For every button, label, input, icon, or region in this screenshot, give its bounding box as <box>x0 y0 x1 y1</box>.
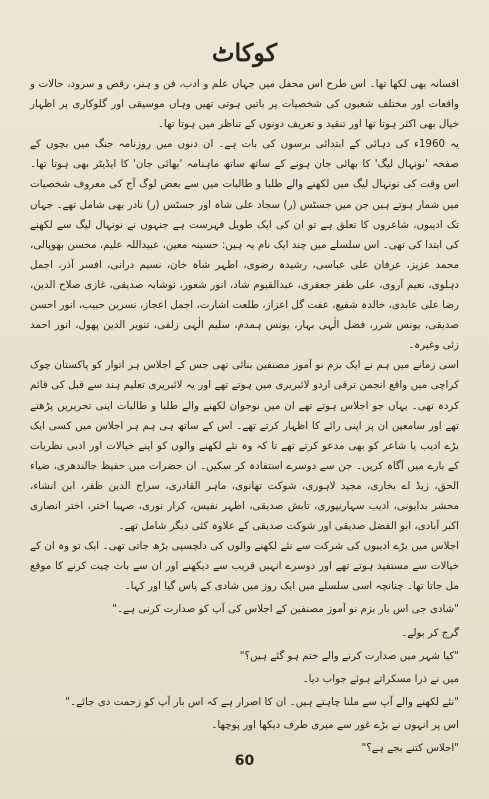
paragraph: اجلاس میں بڑے ادیبوں کی شرکت سے نئے لکھنے والوں کی دلچسپی بڑھ جاتی تھی۔ ایک تو وہ ان کے خیالات سے مستفید ہوتے تھے اور دوسرے انہیں قریب سے دیکھنے اور ان سے بات چیت کرنے کا موقع مل جاتا تھا۔ چنانچہ اسی سلسلے میں ایک روز میں شادی کے پاس گیا اور کہا۔ <box>30 540 459 593</box>
page-body <box>30 74 459 758</box>
dialogue-line: "اجلاس کتنے بجے ہے؟" <box>361 742 459 754</box>
dialogue-line: "شادی جی اس بار بزم نو آموز مصنفین کے اجلاس کی آپ کو صدارت کرنی ہے۔" <box>112 603 459 616</box>
dialogue-line: میں نے ذرا مسکراتے ہوئے جواب دیا۔ <box>302 672 459 685</box>
dialogue-line: اس پر انہوں نے بڑے غور سے میری طرف دیکھا اور پوچھا۔ <box>211 718 459 731</box>
page-number: 60 <box>234 753 255 769</box>
paragraph: افسانہ بھی لکھا تھا۔ اس طرح اس محفل میں جہاں علم و ادب، فن و ہنر، رقص و سرود، حالات و واقعات اور مختلف شعبوں کی شخصیات پر باتیں ہوتی تھیں وہاں موسیقی اور گلوکاری پر اظہار خیال بھی اکثر ہوتا تھا اور تنقید و تعریف دونوں کے تناظر میں ہوتا تھا۔ <box>30 78 459 131</box>
dialogue-line: "کیا شہر میں صدارت کرنے والے ختم ہو گئے ہیں؟" <box>239 649 459 662</box>
dialogue-line: "نئے لکھنے والے آپ سے ملنا چاہتے ہیں۔ ان کا اصرار ہے کہ اس بار آپ کو زحمت دی جائے۔" <box>65 695 459 708</box>
dialogue-line: گرج کر بولے۔ <box>401 626 459 639</box>
paragraph: اسی زمانے میں ہم نے ایک بزم نو آموز مصنفین بنائی تھی جس کے اجلاس ہر اتوار کو پاکستان چوک کراچی میں واقع انجمن ترقی اردو لائبریری میں ہوتے تھے اور یہ لائبریری تعلیم ہند سے قبل کی قائم کردہ تھی۔ یہاں جو اجلاس ہوتے تھے ان میں نوجوان لکھنے والے طلبا و طالبات اپنی تحریریں پڑھتے تھے اور سامعین ان پر اپنی رائے کا اظہار کرتے تھے۔ اس کے ساتھ ہی ہم ہر اجلاس میں کسی ایک بڑے ادیب یا شاعر کو بھی مدعو کرتے تھے تا کہ وہ نئے لکھنے والوں کو اپنے خیالات اور ادبی نظریات کے بارے میں آگاہ کریں۔ جن سے دوسرے استفادہ کر سکیں۔ ان حضرات میں حفیظ جالندھری، ضیاء الحق، زیڈ اے بخاری، مجید لاہوری، شوکت تھانوی، ماہر القادری، سراج الدین ظفر، ابن انشاء، محشر بدایونی، ادیب سہارنپوری، تابش صدیقی، اطہر نفیس، کرار نوری، صہبا اختر، اختر انصاری اکبر آبادی، ابو الفضل صدیقی اور شوکت صدیقی کے علاوہ کئی دیگر شامل تھے۔ <box>30 359 459 533</box>
page-heading: کوکاٹ <box>211 38 278 67</box>
paragraph: یہ 1960ء کی دہائی کے ابتدائی برسوں کی بات ہے۔ ان دنوں میں روزنامہ جنگ میں بچوں کے صفحہ 'نونہال لیگ' کا بھائی جان ہونے کے ساتھ ساتھ ماہنامہ 'بھائی جان' کا ایڈیٹر بھی ہوتا تھا۔ اس وقت کی نونہال لیگ میں لکھنے والے طلبا و طالبات میں سے بعض لوگ آج کی معروف شخصیات میں شمار ہوتے ہیں جن میں جسٹس (ر) سجاد علی شاہ اور جسٹس (ر) نادر بھی شامل تھے۔ جہاں تک ادیبوں، شاعروں کا تعلق ہے تو ان کی ایک طویل فہرست ہے جنہوں نے نونہال لیگ سے لکھنے کی ابتدا کی تھی۔ اس سلسلے میں چند ایک نام یہ ہیں: حسینہ معین، عبیداللہ علیم، محسن بھوپالی، محمد عزیز، عرفان علی عباسی، رشیدہ رضوی، اطہر شاہ خان، نسیم درانی، افسر آذر، اجمل دہلوی، نعیم آروی، علی ظفر جعفری، عبدالقیوم شاد، انور شعور، نوشابہ صدیقی، غازی صلاح الدین، رضا علی عابدی، خالدہ شفیع، عفت گل اعزاز، طلعت اشارت، اجمل اعجاز، نسرین حبیب، انور احسن صدیقی، یونس شرر، فضل الٰہی بہار، یونس ہمدم، سلیم الٰہی زلفی، تنویر الدین پھول، انور احمد زئی وغیرہ۔ <box>30 138 459 352</box>
